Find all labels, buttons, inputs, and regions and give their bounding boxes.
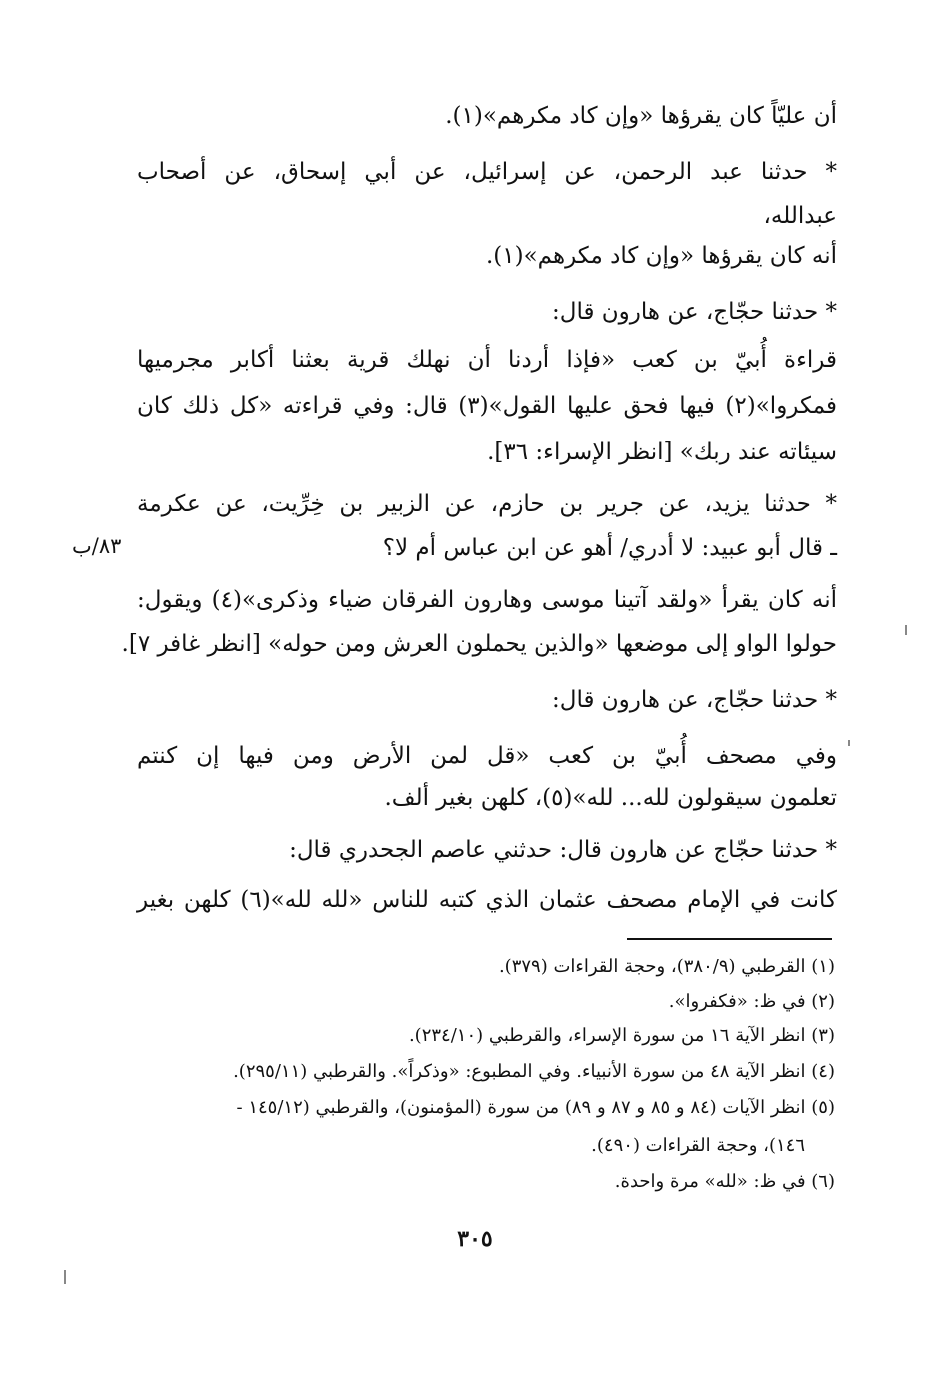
scan-speck [64,1270,66,1284]
text-line-7: فمكروا»(٢) فيها فحق عليها القول»(٣) قال: وفي قراءته «كل ذلك كان [137,393,837,419]
page-number: ٣٠٥ [457,1226,493,1252]
text-line-10: ـ قال أبو عبيد: لا أدري/ أهو عن ابن عباس أم لا؟ [382,535,837,561]
text-line-16: * حدثنا حجّاج عن هارون قال: حدثني عاصم الجحدري قال: [289,837,837,863]
text-line-11: أنه كان يقرأ «ولقد آتينا موسى وهارون الفرقان ضياء وذكرى»(٤) ويقول: [137,587,837,613]
text-line-2: * حدثنا عبد الرحمن، عن إسرائيل، عن أبي إسحاق، عن أصحاب [137,159,837,185]
scan-speck [905,625,907,635]
footnote-3: (٣) انظر الآية ١٦ من سورة الإسراء، والقرطبي (٢٣٤/١٠). [408,1025,835,1046]
footnote-5: (٥) انظر الآيات (٨٤ و ٨٥ و ٨٧ و ٨٩) من سورة (المؤمنون)، والقرطبي (١٤٥/١٢ - [236,1097,835,1118]
text-line-6: قراءة أُبيّ بن كعب «فإذا أردنا أن نهلك قرية بعثنا أكابر مجرميها [137,347,837,373]
text-line-5: * حدثنا حجّاج، عن هارون قال: [552,299,837,325]
text-line-17: كانت في الإمام مصحف عثمان الذي كتبه للناس «لله لله»(٦) كلهن بغير [137,887,837,913]
text-line-3: عبدالله، [763,203,837,229]
text-line-9: * حدثنا يزيد، عن جرير بن حازم، عن الزبير بن خِرِّيت، عن عكرمة [137,491,837,517]
text-line-1: أن عليّاً كان يقرؤها «وإن كاد مكرهم»(١). [445,103,837,129]
footnote-5-continued: ١٤٦)، وحجة القراءات (٤٩٠). [591,1135,805,1156]
folio-margin-note: ٨٣/ب [72,534,122,558]
text-line-14: وفي مصحف أُبيّ بن كعب «قل لمن الأرض ومن فيها إن كنتم [137,743,837,769]
text-line-15: تعلمون سيقولون لله... لله»(٥)، كلهن بغير ألف. [384,785,837,811]
footnote-separator [627,938,832,940]
footnote-6: (٦) في ظ: «لله» مرة واحدة. [614,1171,835,1192]
text-line-4: أنه كان يقرؤها «وإن كاد مكرهم»(١). [485,243,837,269]
text-line-8: سيئاته عند ربك» [انظر الإسراء: ٣٦]. [487,439,837,465]
text-line-13: * حدثنا حجّاج، عن هارون قال: [552,687,837,713]
footnote-1: (١) القرطبي (٣٨٠/٩)، وحجة القراءات (٣٧٩). [498,956,835,977]
text-line-12: حولوا الواو إلى موضعها «والذين يحملون العرش ومن حوله» [انظر غافر ٧]. [121,631,837,657]
footnote-2: (٢) في ظ: «فكفروا». [668,991,835,1012]
footnote-4: (٤) انظر الآية ٤٨ من سورة الأنبياء. وفي المطبوع: «وذكراً». والقرطبي (٢٩٥/١١). [233,1061,835,1082]
scan-speck [848,740,850,746]
